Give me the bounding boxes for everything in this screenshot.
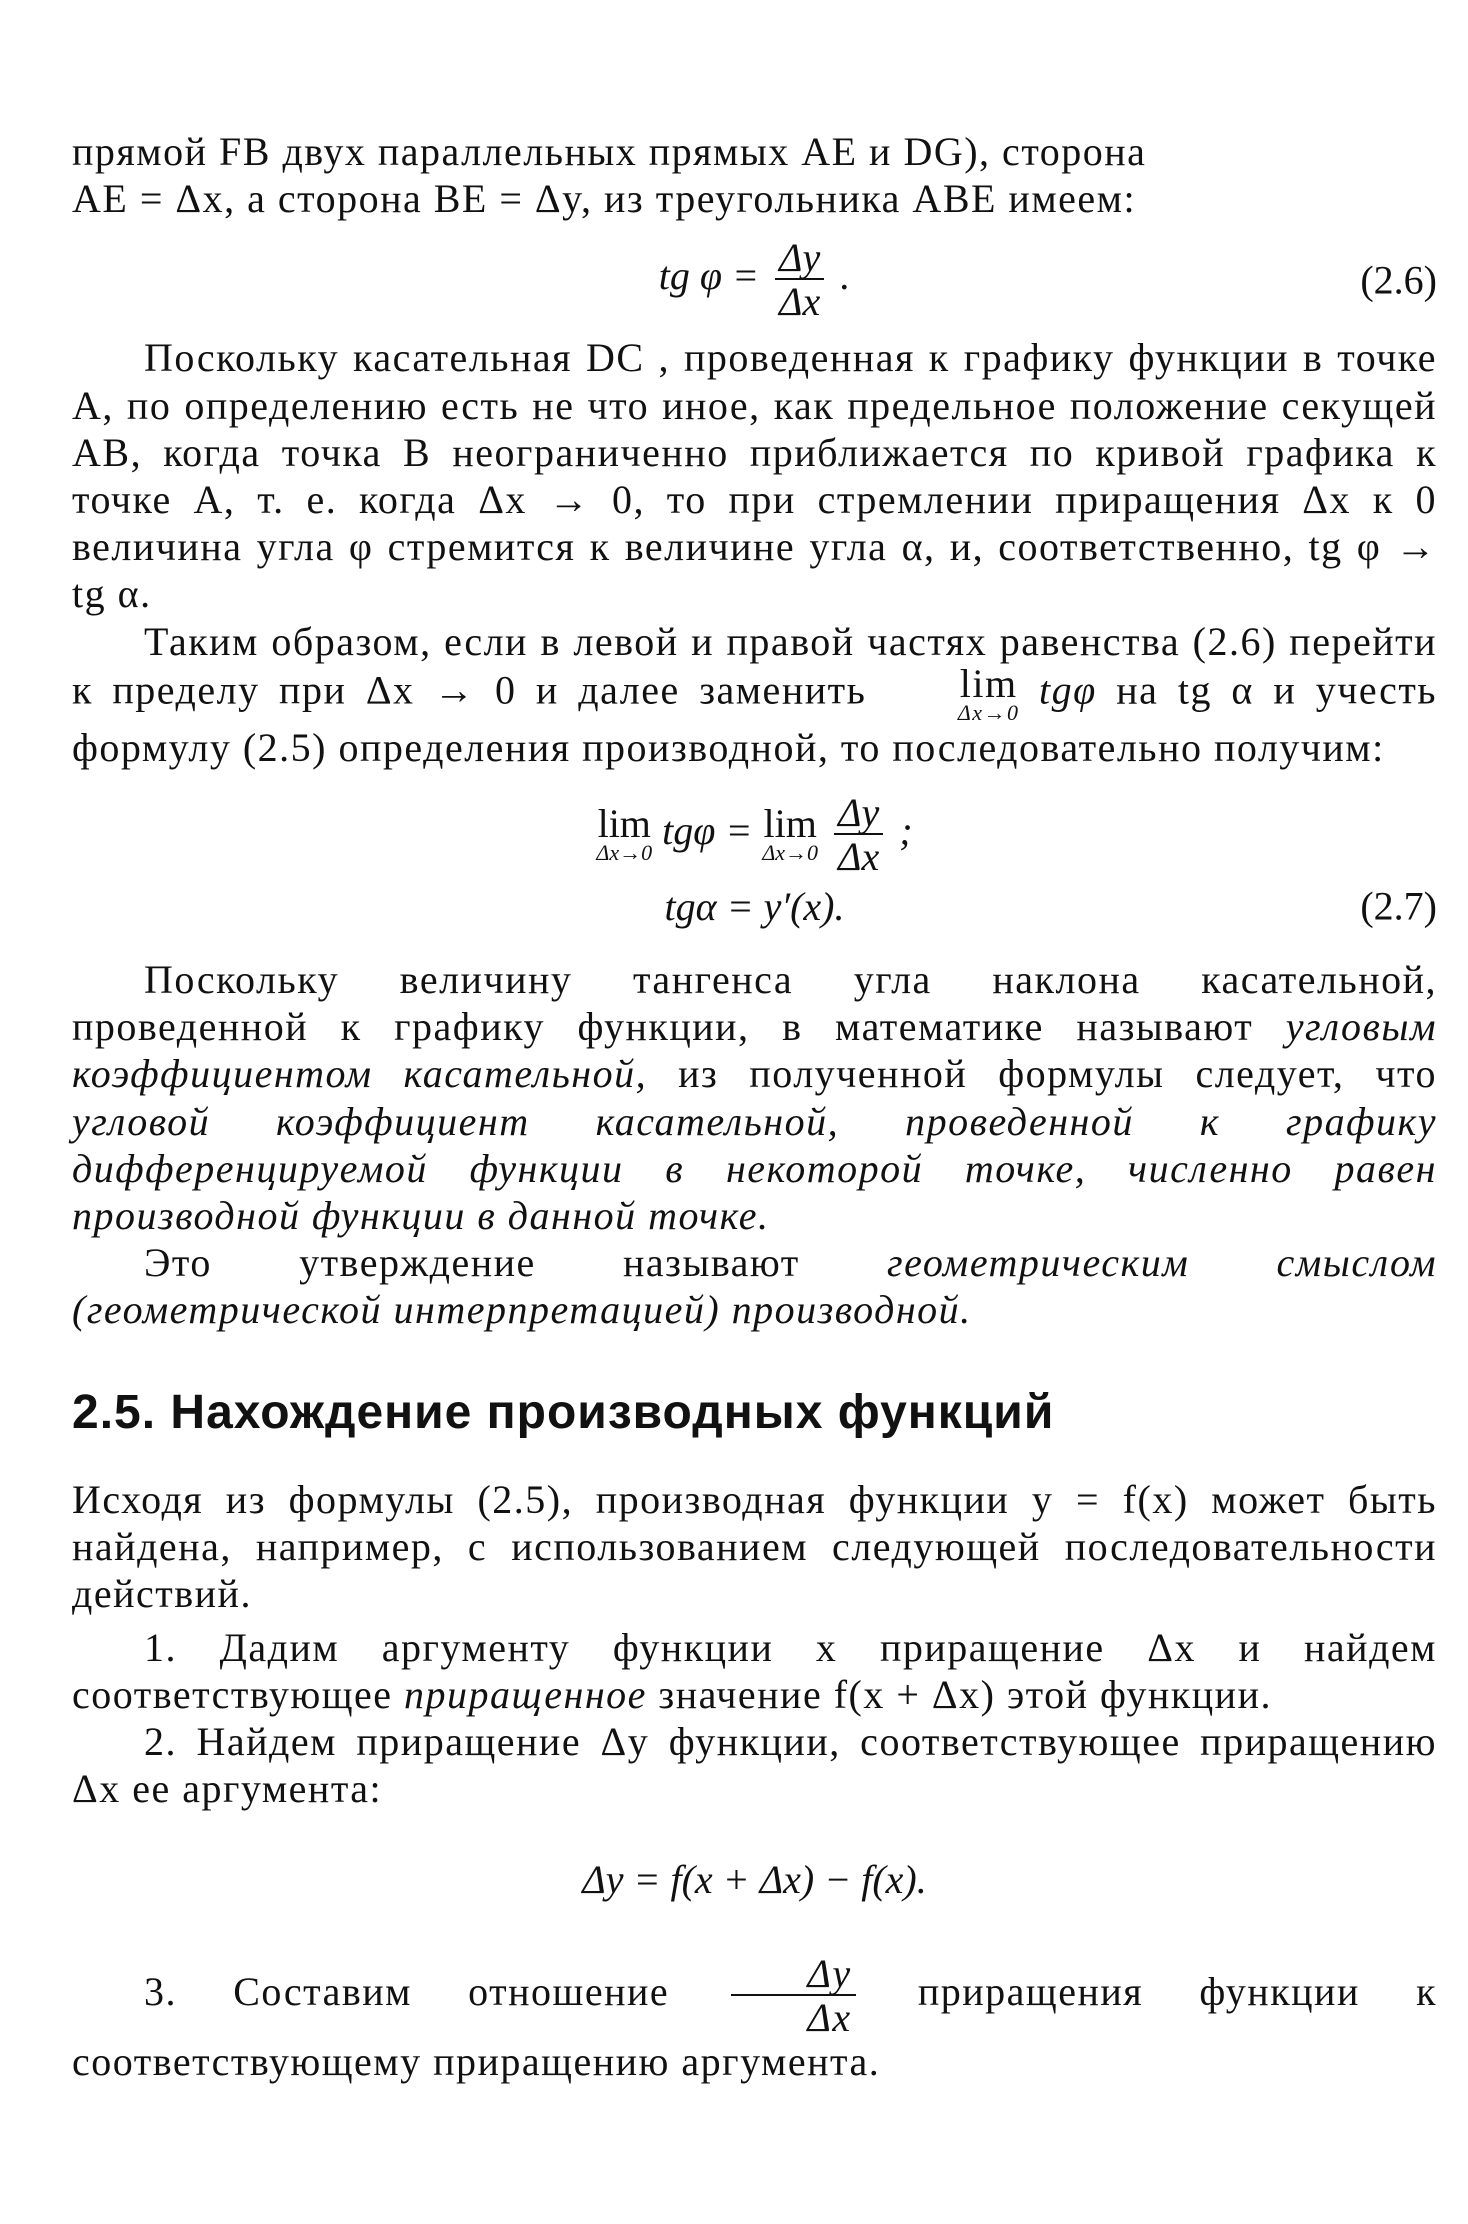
step-3-text-2: приращения функции к соответствующему приращению аргумента. xyxy=(72,1968,1438,2084)
limit-subscript: Δx→0 xyxy=(957,699,1020,725)
eq-2-6-numerator: Δy xyxy=(775,238,824,280)
eq-2-7-label: (2.7) xyxy=(1360,883,1437,929)
eq-2-7-left-lim-sub: Δx→0 xyxy=(596,840,653,866)
geom-text-1: Это утверждение называют xyxy=(144,1240,887,1286)
step-3-fraction xyxy=(731,1950,855,2040)
eq-2-7-right-lim-sub: Δx→0 xyxy=(762,840,819,866)
eq-2-7-denominator: Δx xyxy=(838,833,880,879)
step-1 xyxy=(72,1624,1437,1718)
intro-line-1: прямой FB двух параллельных прямых AE и DG), сторона xyxy=(72,129,1147,174)
eq-2-7-line-2 xyxy=(72,883,1437,930)
limit-text-before: Таким образом, если в левой и правой частях равенства (2.6) перейти к пределу при Δx → 0 и далее заменить xyxy=(72,618,1437,713)
eq-2-7-line-1 xyxy=(72,789,1437,879)
limit-text-after: и учесть формулу (2.5) определения производной, то последовательно получим: xyxy=(72,667,1438,770)
eq-2-6-fraction xyxy=(775,235,824,325)
geom-text-2: геометрическим смыслом (геометрической интерпретацией) производной. xyxy=(72,1240,1438,1333)
step-2: 2. Найдем приращение Δy функции, соответствующее приращению Δx ее аргумента: xyxy=(72,1719,1437,1812)
eq-2-7-numerator: Δy xyxy=(834,793,883,835)
limit-text-mid: на tg α xyxy=(1116,667,1254,713)
step-1-text-3: значение f(x + Δx) этой функции. xyxy=(646,1671,1272,1717)
eq-2-6-lhs: tg φ = xyxy=(658,253,759,299)
slope-text-1: Поскольку величину тангенса угла наклона касательной, проведенной к графику функции, в математике называют xyxy=(72,956,1437,1050)
slope-text-4: угловой коэффициент касательной, проведенной к графику дифференцируемой функции в некоторой точке, численно равен производной функции в данной точке. xyxy=(72,1098,1437,1238)
step-3-denominator: Δx xyxy=(807,1994,852,2040)
step-3-numerator: Δy xyxy=(731,1954,855,1996)
paragraph-slope xyxy=(72,956,1437,1239)
eq-2-6-label: (2.6) xyxy=(1360,257,1437,303)
eq-2-6-tail: . xyxy=(840,253,851,299)
eq-2-7-left-lim-word: lim xyxy=(597,801,651,847)
paragraph-intro xyxy=(72,128,1437,222)
paragraph-tangent: Поскольку касательная DC , проведенная к графику функции в точке A, по определению есть не что иное, как предельное положение секущей AB, когда точка B неограниченно приближается по кривой графика к точке A, т. е. когда Δx → 0, то при стремлении приращения Δx к 0 величина угла φ стремится к величине угла α, и, соответственно, tg φ → tg α. xyxy=(72,335,1437,617)
eq-2-7-right-lim-word: lim xyxy=(763,801,817,847)
step-1-text-1: 1. Дадим аргументу функции x приращение Δx и найдем соответствующее xyxy=(72,1624,1437,1717)
step-1-text-2: приращенное xyxy=(404,1671,647,1717)
paragraph-method: Исходя из формулы (2.5), производная функции y = f(x) может быть найдена, например, с использованием следующей последовательности действий. xyxy=(72,1477,1437,1617)
paragraph-geometric-meaning xyxy=(72,1239,1437,1333)
eq-2-7-line-2-text: tgα = y′(x). xyxy=(664,883,845,929)
paragraph-limit xyxy=(72,618,1437,771)
eq-2-6-denominator: Δx xyxy=(779,279,821,325)
intro-line-2: AE = Δx, а сторона BE = Δy, из треугольника ABE имеем: xyxy=(72,176,1137,222)
section-heading: 2.5. Нахождение производных функций xyxy=(72,1386,1055,1440)
slope-text-2: угловым коэффициентом касательной, xyxy=(72,1004,1437,1097)
eq-2-7-left-limit xyxy=(596,801,653,866)
step-3-text-1: 3. Составим отношение xyxy=(144,1968,670,2014)
slope-text-3: из полученной формулы следует, что xyxy=(647,1051,1438,1097)
limit-function: tgφ xyxy=(1038,667,1097,713)
limit-word: lim xyxy=(959,660,1018,706)
eq-2-7-fraction xyxy=(834,789,883,879)
eq-2-7-right-limit xyxy=(762,801,819,866)
step-3 xyxy=(72,1950,1438,2085)
book-page xyxy=(72,128,1437,2085)
limit-operator xyxy=(886,660,1020,725)
equation-2-6 xyxy=(72,235,1437,325)
equation-2-7 xyxy=(72,789,1437,930)
eq-2-7-semicolon: ; xyxy=(899,807,913,853)
equation-delta-y: Δy = f(x + Δx) − f(x). xyxy=(582,1857,927,1903)
eq-2-7-left-fn: tgφ = xyxy=(662,807,753,853)
